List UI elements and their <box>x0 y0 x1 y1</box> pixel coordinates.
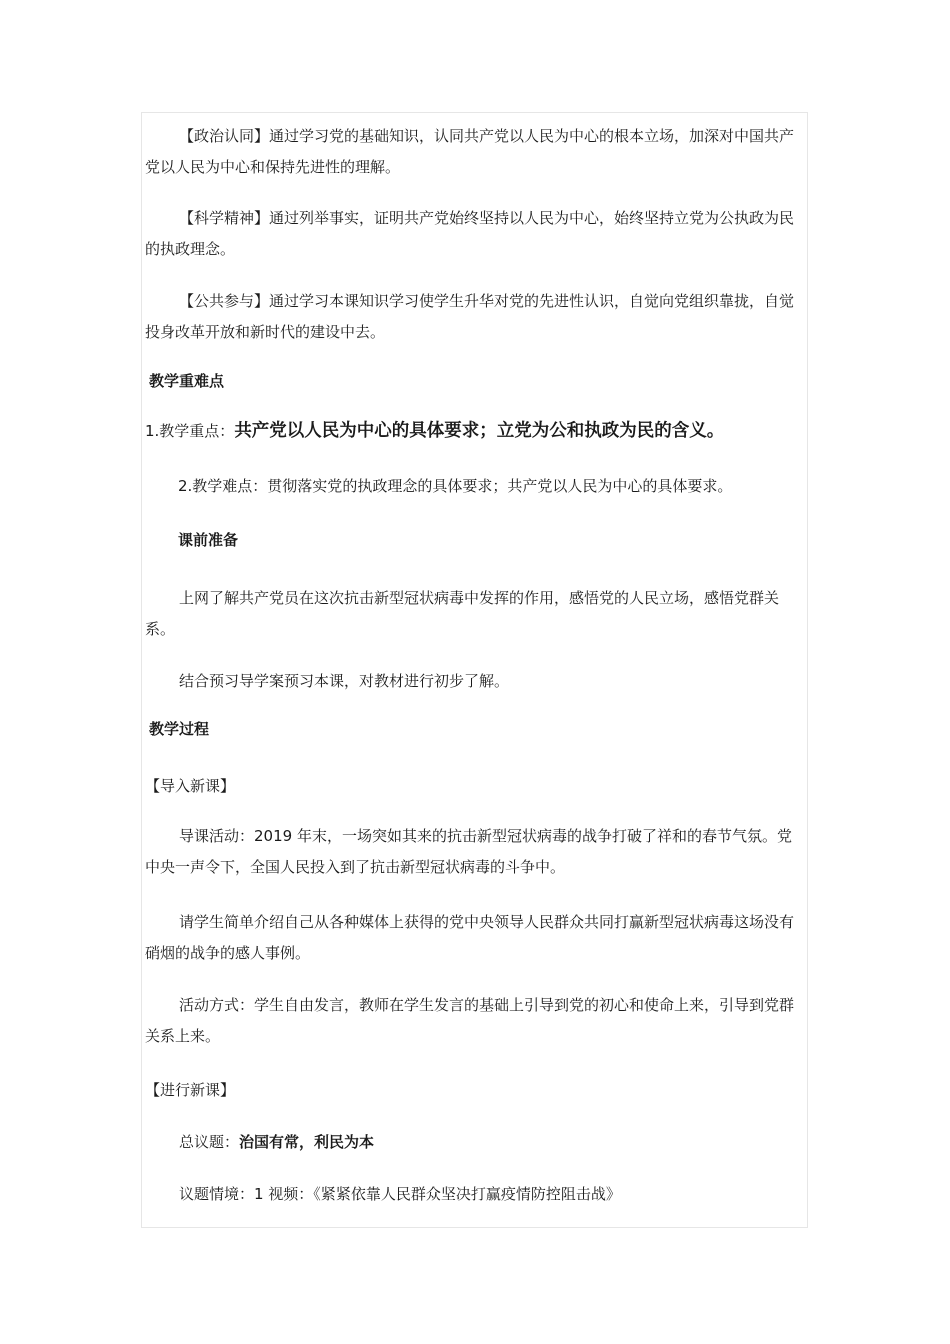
paragraph-scientific-spirit: 【科学精神】通过列举事实，证明共产党始终坚持以人民为中心，始终坚持立党为公执政为民的执政理念。 <box>145 209 795 258</box>
topic-scenario: 议题情境：1 视频：《紧紧依靠人民群众坚决打赢疫情防控阻击战》 <box>179 1185 621 1203</box>
overall-topic-label: 总议题： <box>179 1133 240 1151</box>
key-point-1 <box>145 416 724 447</box>
overall-topic-text: 治国有常，利民为本 <box>239 1133 375 1151</box>
heading-key-points: 教学重难点 <box>149 372 225 390</box>
key-point-1-label: 1.教学重点： <box>145 422 235 440</box>
heading-preparation: 课前准备 <box>178 531 239 549</box>
process-paragraph-3: 活动方式：学生自由发言，教师在学生发言的基础上引导到党的初心和使命上来，引导到党群关系上来。 <box>145 996 795 1045</box>
key-point-2: 2.教学难点：贯彻落实党的执政理念的具体要求；共产党以人民为中心的具体要求。 <box>178 477 733 495</box>
preparation-paragraph-2: 结合预习导学案预习本课，对教材进行初步了解。 <box>179 672 510 690</box>
preparation-paragraph-1: 上网了解共产党员在这次抗击新型冠状病毒中发挥的作用，感悟党的人民立场，感悟党群关系。 <box>145 589 780 638</box>
overall-topic <box>179 1127 374 1158</box>
process-paragraph-1: 导课活动：2019 年末，一场突如其来的抗击新型冠状病毒的战争打破了祥和的春节气氛。党中央一声令下，全国人民投入到了抗击新型冠状病毒的斗争中。 <box>145 827 792 876</box>
label-intro-lesson: 【导入新课】 <box>145 777 236 795</box>
heading-teaching-process: 教学过程 <box>149 720 210 738</box>
process-paragraph-2: 请学生简单介绍自己从各种媒体上获得的党中央领导人民群众共同打赢新型冠状病毒这场没有硝烟的战争的感人事例。 <box>145 913 795 962</box>
key-point-1-text: 共产党以人民为中心的具体要求；立党为公和执政为民的含义。 <box>234 421 725 441</box>
paragraph-political-identity: 【政治认同】通过学习党的基础知识，认同共产党以人民为中心的根本立场，加深对中国共产党以人民为中心和保持先进性的理解。 <box>145 127 795 176</box>
label-new-lesson: 【进行新课】 <box>145 1081 236 1099</box>
paragraph-public-participation: 【公共参与】通过学习本课知识学习使学生升华对党的先进性认识，自觉向党组织靠拢，自觉投身改革开放和新时代的建设中去。 <box>145 292 795 341</box>
